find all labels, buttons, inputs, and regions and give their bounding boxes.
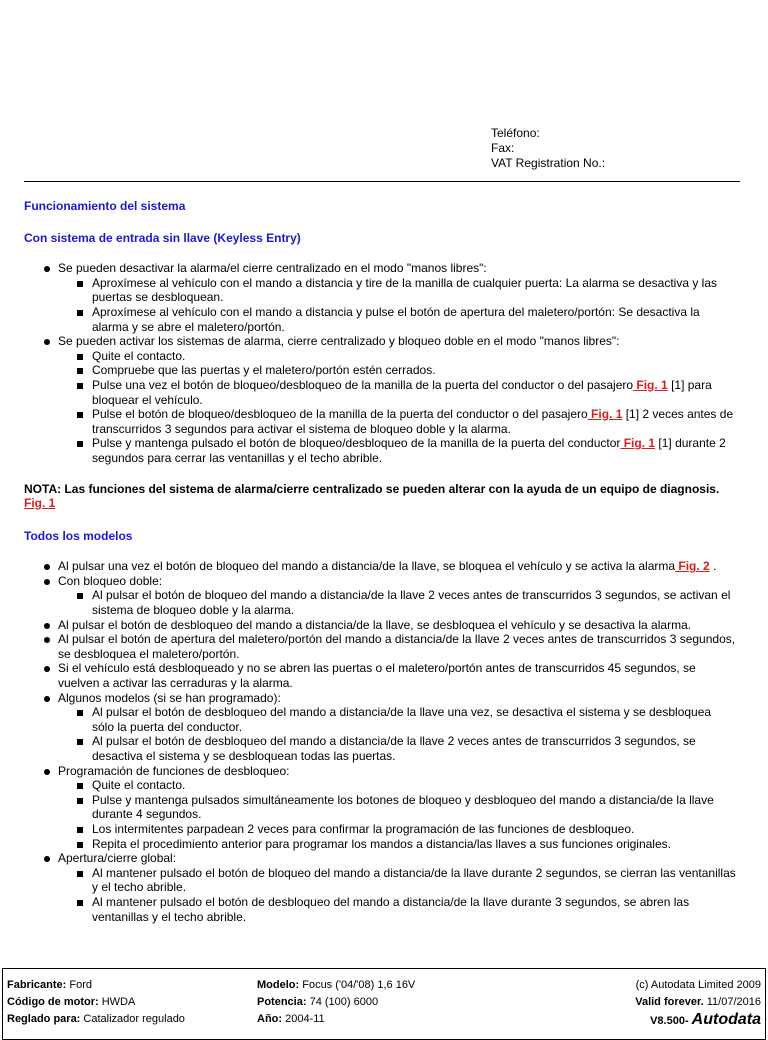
fax-label: Fax: (491, 141, 515, 155)
list-item: Algunos modelos (si se han programado): Al pulsar el botón de desbloqueo del mando a distancia/de la llave una vez, se desactiva el sistema y se desbloquea sólo la puerta del conductor. Al pulsar el botón de desbloqueo del mando a distancia/de la llave 2 veces antes de transcurridos 3 segundos, se desactiva el sistema y se desbloquean todas las puertas. (24, 691, 736, 764)
list-item: Aproxímese al vehículo con el mando a distancia y pulse el botón de apertura del maletero/portón: Se desactiva la alarma y se abre el maletero/portón. (58, 305, 736, 334)
list-item: Se pueden desactivar la alarma/el cierre centralizado en el modo "manos libres": Aproxímese al vehículo con el mando a distancia y tire de la manilla de cualquier puerta: La alarma se desactiva y las puertas se desbloquean. Aproxímese al vehículo con el mando a distancia y pulse el botón de apertura del maletero/portón: Se desactiva la alarma y se abre el maletero/portón. (24, 261, 736, 334)
list-item: Al pulsar el botón de desbloqueo del mando a distancia/de la llave 2 veces antes de transcurridos 3 segundos, se desactiva el sistema y se desbloquean todas las puertas. (58, 734, 736, 763)
list-item: Quite el contacto. (58, 349, 736, 364)
keyless-list (24, 261, 736, 465)
ano-value: 2004-11 (282, 1013, 325, 1025)
fig-1-link[interactable]: Fig. 1 (24, 496, 56, 511)
reglado-value: Catalizador regulado (80, 1013, 185, 1025)
fabricante-value: Ford (66, 979, 92, 991)
todos-list (24, 559, 736, 924)
list-item: Al pulsar una vez el botón de bloqueo del mando a distancia/de la llave, se bloquea el vehículo y se activa la alarma Fig. 2 . (24, 559, 736, 574)
list-item: Compruebe que las puertas y el maletero/portón estén cerrados. (58, 363, 736, 378)
section-title-todos: Todos los modelos (24, 528, 133, 543)
potencia-value: 74 (100) 6000 (306, 996, 379, 1008)
document-body (24, 199, 736, 924)
list-item: Pulse y mantenga pulsados simultáneamente los botones de bloqueo y desbloqueo del mando a distancia/de la llave durante 4 segundos. (58, 793, 736, 822)
list-item: Pulse una vez el botón de bloqueo/desbloqueo de la manilla de la puerta del conductor o del pasajero Fig. 1 [1] para bloquear el vehículo. (58, 378, 736, 407)
copyright: (c) Autodata Limited 2009 (635, 979, 761, 991)
note-text: NOTA: Las funciones del sistema de alarma/cierre centralizado se pueden alterar con la ayuda de un equipo de diagnosis. (24, 481, 720, 496)
modelo-label: Modelo: (257, 979, 300, 991)
list-item: Al mantener pulsado el botón de bloqueo del mando a distancia/de la llave durante 2 segundos, se cierran las ventanillas y el techo abrible. (58, 866, 736, 895)
vat-label: VAT Registration No.: (491, 156, 606, 170)
valid-label: Valid forever. (635, 996, 704, 1008)
list-item: Al pulsar el botón de apertura del maletero/portón del mando a distancia/de la llave 2 veces antes de transcurridos 3 segundos, se desbloquea el maletero/portón. (24, 632, 736, 661)
list-item: Programación de funciones de desbloqueo: Quite el contacto. Pulse y mantenga pulsados simultáneamente los botones de bloqueo y desbloqueo del mando a distancia/de la llave durante 4 segundos. Los intermitentes parpadean 2 veces para confirmar la programación de las funciones de desbloqueo. Repita el procedimiento anterior para programar los mandos a distancia/las llaves a sus funciones originales. (24, 764, 736, 852)
reglado-label: Reglado para: (7, 1013, 81, 1025)
list-item: Al pulsar el botón de desbloqueo del mando a distancia/de la llave una vez, se desactiva el sistema y se desbloquea sólo la puerta del conductor. (58, 705, 736, 734)
list-item: Aproxímese al vehículo con el mando a distancia y tire de la manilla de cualquier puerta: La alarma se desactiva y las puertas se desbloquean. (58, 276, 736, 305)
section-title-keyless: Con sistema de entrada sin llave (Keyless Entry) (24, 230, 301, 245)
potencia-label: Potencia: (257, 996, 307, 1008)
list-item: Pulse y mantenga pulsado el botón de bloqueo/desbloqueo de la manilla de la puerta del conductor Fig. 1 [1] durante 2 segundos para cerrar las ventanillas y el techo abrible. (58, 436, 736, 465)
fabricante-label: Fabricante: (7, 979, 67, 991)
contact-block (491, 126, 605, 171)
codigo-value: HWDA (98, 996, 136, 1008)
list-item: Los intermitentes parpadean 2 veces para confirmar la programación de las funciones de desbloqueo. (58, 822, 736, 837)
list-item: Apertura/cierre global: Al mantener pulsado el botón de bloqueo del mando a distancia/de la llave durante 2 segundos, se cierran las ventanillas y el techo abrible. Al mantener pulsado el botón de desbloqueo del mando a distancia/de la llave durante 3 segundos, se abren las ventanillas y el techo abrible. (24, 851, 736, 924)
list-item: Al mantener pulsado el botón de desbloqueo del mando a distancia/de la llave durante 3 segundos, se abren las ventanillas y el techo abrible. (58, 895, 736, 924)
list-item: Al pulsar el botón de bloqueo del mando a distancia/de la llave 2 veces antes de transcurridos 3 segundos, se activan el sistema de bloqueo doble y la alarma. (58, 588, 736, 617)
list-item: Repita el procedimiento anterior para programar los mandos a distancia/las llaves a sus funciones originales. (58, 837, 736, 852)
phone-label: Teléfono: (491, 126, 540, 140)
list-item: Quite el contacto. (58, 778, 736, 793)
autodata-logo: Autodata (691, 1011, 761, 1028)
list-item: Con bloqueo doble: Al pulsar el botón de bloqueo del mando a distancia/de la llave 2 veces antes de transcurridos 3 segundos, se activan el sistema de bloqueo doble y la alarma. (24, 574, 736, 618)
codigo-label: Código de motor: (7, 996, 99, 1008)
ano-label: Año: (257, 1013, 283, 1025)
version-label: V8.500- (650, 1015, 689, 1027)
list-item: Al pulsar el botón de desbloqueo del mando a distancia/de la llave, se desbloquea el vehículo y se desactiva la alarma. (24, 618, 736, 633)
modelo-value: Focus ('04/'08) 1,6 16V (299, 979, 416, 991)
fig-1-link[interactable]: Fig. 1 (620, 436, 656, 451)
valid-date: 11/07/2016 (703, 996, 761, 1008)
list-item: Pulse el botón de bloqueo/desbloqueo de la manilla de la puerta del conductor o del pasajero Fig. 1 [1] 2 veces antes de transcurridos 3 segundos para activar el sistema de bloqueo doble y la alarma. (58, 407, 736, 436)
fig-1-link[interactable]: Fig. 1 (587, 407, 623, 422)
list-item: Se pueden activar los sistemas de alarma, cierre centralizado y bloqueo doble en el modo "manos libres": Quite el contacto. Compruebe que las puertas y el maletero/portón estén cerrados. Pulse una vez el botón de bloqueo/desbloqueo de la manilla de la puerta del conductor o del pasajero Fig. 1 [1] para bloquear el vehículo. Pulse el botón de bloqueo/desbloqueo de la manilla de la puerta del conductor o del pasajero Fig. 1 [1] 2 veces antes de transcurridos 3 segundos para activar el sistema de bloqueo doble y la alarma. Pulse y mantenga pulsado el botón de bloqueo/desbloqueo de la manilla de la puerta del conductor Fig. 1 [1] durante 2 segundos para cerrar las ventanillas y el techo abrible. (24, 334, 736, 465)
fig-2-link[interactable]: Fig. 2 (675, 559, 710, 574)
header-divider (24, 181, 740, 182)
section-title-funcionamiento: Funcionamiento del sistema (24, 199, 186, 213)
list-item: Si el vehículo está desbloqueado y no se abren las puertas o el maletero/portón antes de transcurridos 45 segundos, se vuelven a activar las cerraduras y la alarma. (24, 661, 736, 690)
vehicle-info-footer (2, 968, 766, 1040)
fig-1-link[interactable]: Fig. 1 (633, 377, 668, 392)
